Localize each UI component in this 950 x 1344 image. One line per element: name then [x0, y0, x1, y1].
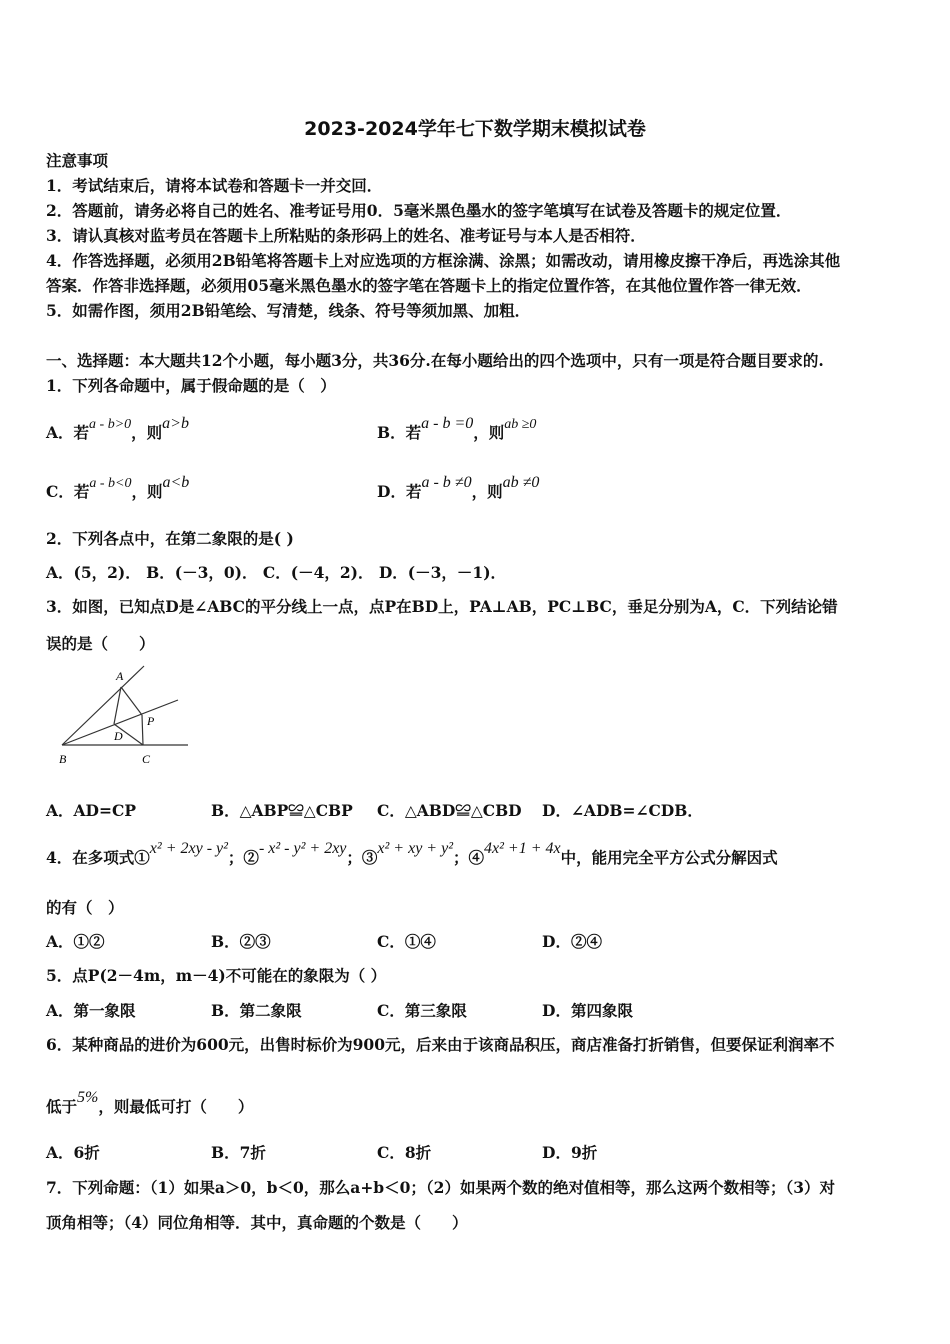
q4-option-a: A．①②	[46, 932, 105, 951]
notice-item-5: 5．如需作图，须用2B铅笔绘、写清楚，线条、符号等须加黑、加粗．	[46, 301, 531, 320]
q6-option-d: D．9折	[542, 1143, 598, 1162]
notice-item-2: 2．答题前，请务必将自己的姓名、准考证号用0．5毫米黑色墨水的签字笔填写在试卷及答题卡的规定位置．	[46, 201, 792, 220]
q3-option-d: D．∠ADB=∠CDB．	[542, 801, 703, 820]
q3-option-b: B．△ABP≌△CBP	[211, 801, 353, 820]
q3-stem-2: 误的是（ ）	[46, 634, 155, 653]
q1-option-c: C．若a - b<0，则a<b	[46, 474, 190, 501]
notice-item-3: 3．请认真核对监考员在答题卡上所粘贴的条形码上的姓名、准考证号与本人是否相符．	[46, 226, 646, 245]
q3-stem-1: 3．如图，已知点D是∠ABC的平分线上一点，点P在BD上，PA⊥AB，PC⊥BC，垂足分别为A，C．下列结论错	[46, 597, 838, 616]
q5-option-c: C．第三象限	[377, 1001, 467, 1020]
q2-stem: 2．下列各点中，在第二象限的是( )	[46, 529, 294, 548]
figure-label-a: A	[116, 669, 124, 683]
notice-item-4-cont: 答案．作答非选择题，必须用05毫米黑色墨水的签字笔在答题卡上的指定位置作答，在其他位置作答一律无效．	[46, 276, 812, 295]
section-heading: 一、选择题：本大题共12个小题，每小题3分，共36分.在每小题给出的四个选项中，只有一项是符合题目要求的.	[46, 351, 824, 370]
q5-option-b: B．第二象限	[211, 1001, 302, 1020]
q4-option-d: D．②④	[542, 932, 602, 951]
q4-option-c: C．①④	[377, 932, 436, 951]
figure-label-c: C	[142, 752, 151, 766]
figure-label-b: B	[59, 752, 67, 766]
q1-option-d: D．若a - b ≠0，则ab ≠0	[377, 474, 540, 501]
q1-stem: 1．下列各命题中，属于假命题的是（ ）	[46, 376, 336, 395]
q3-option-c: C．△ABD≌△CBD	[377, 801, 522, 820]
q4-stem-2: 的有（ ）	[46, 898, 124, 917]
page-title: 2023-2024学年七下数学期末模拟试卷	[304, 118, 646, 140]
q6-option-c: C．8折	[377, 1143, 432, 1162]
q5-stem: 5．点P(2－4m，m－4)不可能在的象限为（ ）	[46, 966, 387, 985]
q7-stem-1: 7．下列命题：（1）如果a＞0，b＜0，那么a+b＜0；（2）如果两个数的绝对值相等，那么这两个数相等；（3）对	[46, 1178, 835, 1197]
q1-option-a: A．若a - b>0，则a>b	[46, 415, 189, 442]
figure-label-p: P	[147, 714, 155, 728]
notice-heading: 注意事项	[46, 151, 109, 170]
notice-item-4: 4．作答选择题，必须用2B铅笔将答题卡上对应选项的方框涂满、涂黑；如需改动，请用橡皮擦干净后，再选涂其他	[46, 251, 841, 270]
q3-option-a: A．AD=CP	[46, 801, 136, 820]
q6-stem-1: 6．某种商品的进价为600元，出售时标价为900元，后来由于该商品积压，商店准备打折销售，但要保证利润率不	[46, 1035, 835, 1054]
q6-option-b: B．7折	[211, 1143, 266, 1162]
q7-stem-2: 顶角相等；（4）同位角相等．其中，真命题的个数是（ ）	[46, 1213, 468, 1232]
q4-option-b: B．②③	[211, 932, 271, 951]
q1-option-b: B．若a - b =0，则ab ≥0	[377, 415, 537, 442]
q6-option-a: A．6折	[46, 1143, 100, 1162]
q6-stem-2: 低于5%，则最低可打（ ）	[46, 1089, 254, 1116]
q4-stem: 4．在多项式①x² + 2xy - y²；②- x² - y² + 2xy；③x² + xy + y²；④4x² +1 + 4x中，能用完全平方公式分解因式	[46, 840, 778, 867]
q5-option-d: D．第四象限	[542, 1001, 633, 1020]
q5-option-a: A．第一象限	[46, 1001, 136, 1020]
q2-options: A．(5，2)． B．(－3，0)． C．(－4，2)． D．(－3，－1)．	[46, 563, 507, 582]
notice-item-1: 1．考试结束后，请将本试卷和答题卡一并交回．	[46, 176, 383, 195]
figure-label-d: D	[114, 729, 123, 743]
q3-figure	[50, 664, 195, 769]
